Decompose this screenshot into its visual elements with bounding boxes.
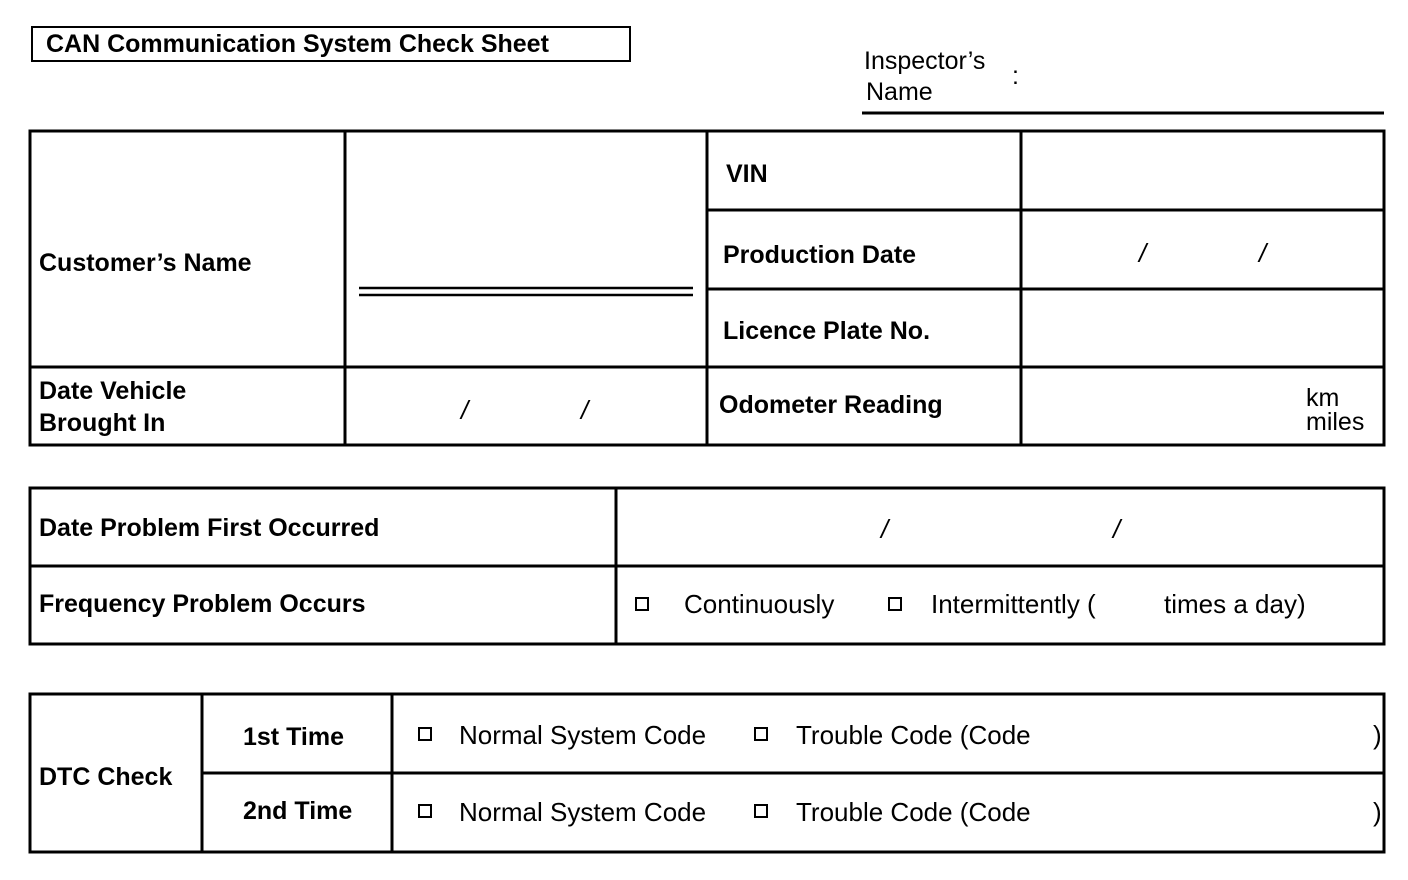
production-date-label: Production Date [723, 241, 917, 269]
date-problem-first-occurred-label: Date Problem First Occurred [39, 514, 380, 542]
odometer-label: Odometer Reading [719, 391, 943, 419]
odometer-unit-miles: miles [1306, 408, 1365, 436]
date-brought-in-label-line2: Brought In [39, 409, 166, 437]
vin-field[interactable] [1025, 135, 1380, 207]
dtc-2nd-close-paren: ) [1373, 797, 1382, 827]
date-brought-in-label-line1: Date Vehicle [39, 377, 187, 405]
sheet-title: CAN Communication System Check Sheet [31, 26, 631, 62]
inspector-label-line2: Name [866, 78, 933, 106]
dtc-1st-trouble-label: Trouble Code (Code [796, 720, 1031, 750]
licence-plate-label: Licence Plate No. [723, 317, 931, 345]
customer-name-label: Customer’s Name [39, 249, 252, 277]
intermittently-label: Intermittently ( [931, 589, 1096, 619]
times-a-day-label: times a day) [1164, 589, 1306, 619]
dtc-1st-close-paren: ) [1373, 720, 1382, 750]
dtc-1st-time-label: 1st Time [243, 723, 344, 751]
dtc-1st-normal-label: Normal System Code [459, 720, 707, 750]
vin-label: VIN [726, 160, 768, 188]
continuously-checkbox[interactable] [635, 597, 649, 611]
dtc-check-label: DTC Check [39, 763, 173, 791]
dtc-2nd-trouble-checkbox[interactable] [754, 804, 768, 818]
dtc-2nd-normal-checkbox[interactable] [418, 804, 432, 818]
inspector-colon: : [1012, 62, 1019, 90]
production-date-separator-2: / [1259, 238, 1267, 268]
dtc-1st-normal-checkbox[interactable] [418, 727, 432, 741]
dtc-2nd-trouble-label: Trouble Code (Code [796, 797, 1031, 827]
dtc-2nd-time-label: 2nd Time [243, 797, 353, 825]
inspector-name-field[interactable] [1030, 60, 1380, 110]
dtc-1st-trouble-checkbox[interactable] [754, 727, 768, 741]
inspector-label-line1: Inspector’s [864, 47, 986, 75]
date-brought-in-separator-1: / [461, 395, 469, 425]
frequency-label: Frequency Problem Occurs [39, 590, 366, 618]
licence-plate-field[interactable] [1025, 293, 1380, 364]
date-brought-in-separator-2: / [581, 395, 589, 425]
production-date-separator-1: / [1139, 238, 1147, 268]
dtc-2nd-normal-label: Normal System Code [459, 797, 707, 827]
continuously-label: Continuously [684, 589, 835, 619]
odometer-unit-km: km [1306, 384, 1340, 412]
problem-date-separator-1: / [881, 514, 889, 544]
customer-name-field[interactable] [355, 200, 695, 285]
intermittently-checkbox[interactable] [888, 597, 902, 611]
problem-date-separator-2: / [1113, 514, 1121, 544]
